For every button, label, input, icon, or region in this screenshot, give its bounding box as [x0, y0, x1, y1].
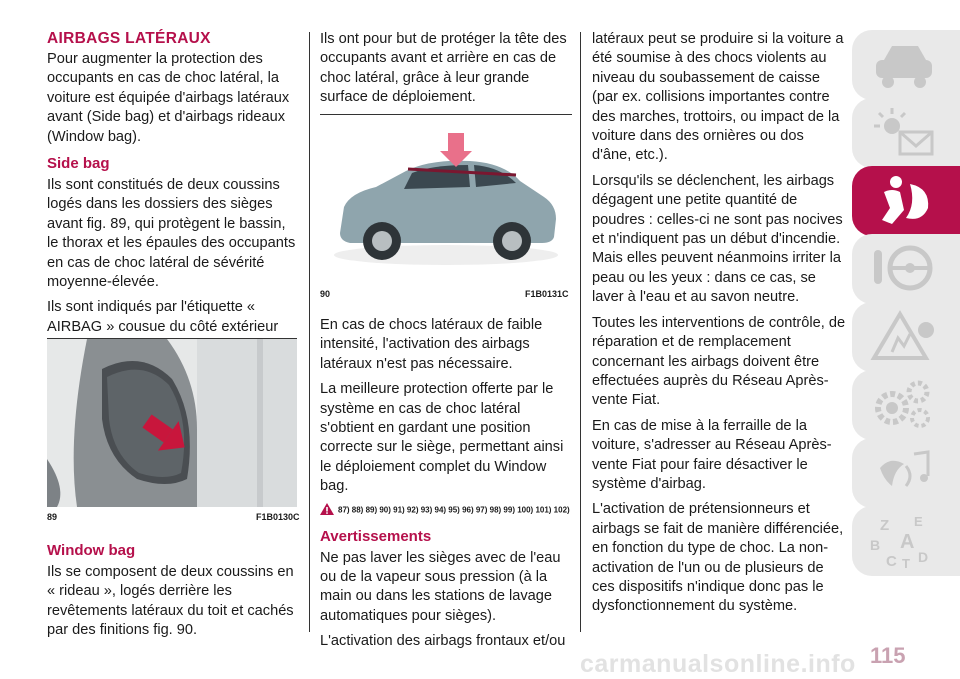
steering-wheel-icon — [870, 242, 940, 296]
column-middle-lower — [320, 316, 572, 658]
tab-car-dashboard[interactable] — [852, 30, 960, 100]
intro-paragraph: Pour augmenter la protection des occupants en cas de choc latéral, la voiture est équipée d'airbags latéraux avant (Side bag) et d'airbags rideaux (Window bag). — [47, 51, 290, 145]
warning-references — [320, 503, 572, 518]
tab-index[interactable] — [852, 506, 960, 576]
right-paragraph-2: Lorsqu'ils se déclenchent, les airbags dégagent une petite quantité de poudres : celles-ci ne sont pas nocives et n'indiquent pas un début d'incendie. Mais elles peuvent néanmoins irriter la peau ou les yeux : dans ce cas, se laver à l'eau et au savon neutre. — [592, 172, 843, 306]
column-divider-2 — [580, 32, 581, 632]
index-letter-d: D — [918, 549, 929, 565]
middle-paragraph-4: Ne pas laver les sièges avec de l'eau ou de la vapeur sous pression (à la main ou dans les stations de lavage automatiques pour sièges). — [320, 549, 561, 624]
car-dashboard-icon — [870, 38, 940, 92]
index-letter-c: C — [886, 553, 897, 570]
middle-paragraph-2: En cas de chocs latéraux de faible intensité, l'activation des airbags latéraux n'est pas nécessaire. — [320, 317, 543, 372]
figure-90-code: F1B0131C — [525, 289, 569, 299]
warning-triangle-icon — [320, 503, 334, 518]
right-paragraph-3: Toutes les interventions de contrôle, de réparation et de remplacement concernant les airbags doivent être effectuées auprès du Réseau Après-vente Fiat. — [592, 314, 846, 409]
index-letter-t: T — [902, 556, 910, 571]
tab-steering-wheel[interactable] — [852, 234, 960, 304]
figure-89-seat-airbag — [47, 339, 297, 507]
figure-89-number: 89 — [47, 512, 58, 522]
right-paragraph-5: L'activation de prétensionneurs et airbags se fait de manière différenciée, en fonction du type de choc. La non-activation de l'un ou de plusieurs de ces dispositifs n'indique donc pas le dysfonctionnement du système. — [592, 501, 844, 615]
right-paragraph-1: latéraux peut se produire si la voiture a été soumise à des chocs violents au niveau du soubassement de caisse (par ex. collisions importantes contre des marches, trottoirs, ou impact de la voiture dans des ornières ou dos d'âne, etc.). — [592, 31, 844, 164]
section-heading: AIRBAGS LATÉRAUX — [47, 30, 211, 47]
index-letter-e: E — [914, 514, 923, 529]
column-left — [47, 30, 297, 363]
warning-lights-icon — [870, 106, 940, 160]
index-letter-z: Z — [880, 517, 890, 534]
tab-warning-lights[interactable] — [852, 98, 960, 168]
maintenance-gears-icon — [870, 378, 940, 432]
airbag-safety-icon — [870, 174, 940, 228]
index-letter-a: A — [900, 531, 915, 553]
figure-90-number: 90 — [320, 289, 331, 299]
multimedia-icon — [870, 446, 940, 500]
window-bag-title: Window bag — [47, 542, 136, 559]
side-bag-paragraph-2: Ils sont indiqués par l'étiquette « AIRBAG » cousue du côté extérieur — [47, 299, 279, 335]
middle-paragraph-3: La meilleure protection offerte par le système en cas de choc latéral s'obtient en gardant une position correcte sur le siège, permettant ainsi le déploiement complet du Window bag. — [320, 381, 564, 495]
side-bag-paragraph-1: Ils sont constitués de deux coussins logés dans les dossiers des sièges avant fig. 89, qui protègent le bassin, le thorax et les épaules des occupants en cas de choc latéral de sévérité moyenne-élevée. — [47, 177, 296, 291]
index-letter-b: B — [870, 537, 881, 553]
tab-airbag-safety[interactable] — [852, 166, 960, 236]
side-bag-title: Side bag — [47, 155, 110, 173]
figure-90-window-bag-car — [320, 115, 572, 283]
watermark-text: carmanualsonline.info — [580, 650, 856, 678]
road-hazard-icon — [870, 310, 940, 364]
column-middle — [320, 30, 572, 114]
warnings-title: Avertissements — [320, 527, 432, 545]
figure-89-code: F1B0130C — [256, 512, 300, 522]
middle-paragraph-1: Ils ont pour but de protéger la tête des occupants avant et arrière en cas de choc latéral, grâce à leur grande surface de déploiement. — [320, 31, 567, 106]
page-number: 115 — [870, 643, 906, 668]
column-divider-1 — [309, 32, 310, 632]
tab-multimedia[interactable] — [852, 438, 960, 508]
tab-road-hazard[interactable] — [852, 302, 960, 372]
window-bag-paragraph: Ils se composent de deux coussins en « rideau », logés derrière les revêtements latéraux du toit et cachés par des finitions fig. 90. — [47, 564, 294, 639]
right-paragraph-4: En cas de mise à la ferraille de la voiture, s'adresser au Réseau Après-vente Fiat pour faire désactiver le système d'airbag. — [592, 417, 832, 492]
column-right — [592, 30, 846, 623]
warning-references-text: 87) 88) 89) 90) 91) 92) 93) 94) 95) 96) 97) 98) 99) 100) 101) 102) — [338, 505, 570, 515]
column-left-lower — [47, 540, 297, 647]
tab-maintenance[interactable] — [852, 370, 960, 440]
middle-paragraph-5: L'activation des airbags frontaux et/ou — [320, 633, 566, 650]
index-alphabet-icon — [870, 514, 940, 574]
